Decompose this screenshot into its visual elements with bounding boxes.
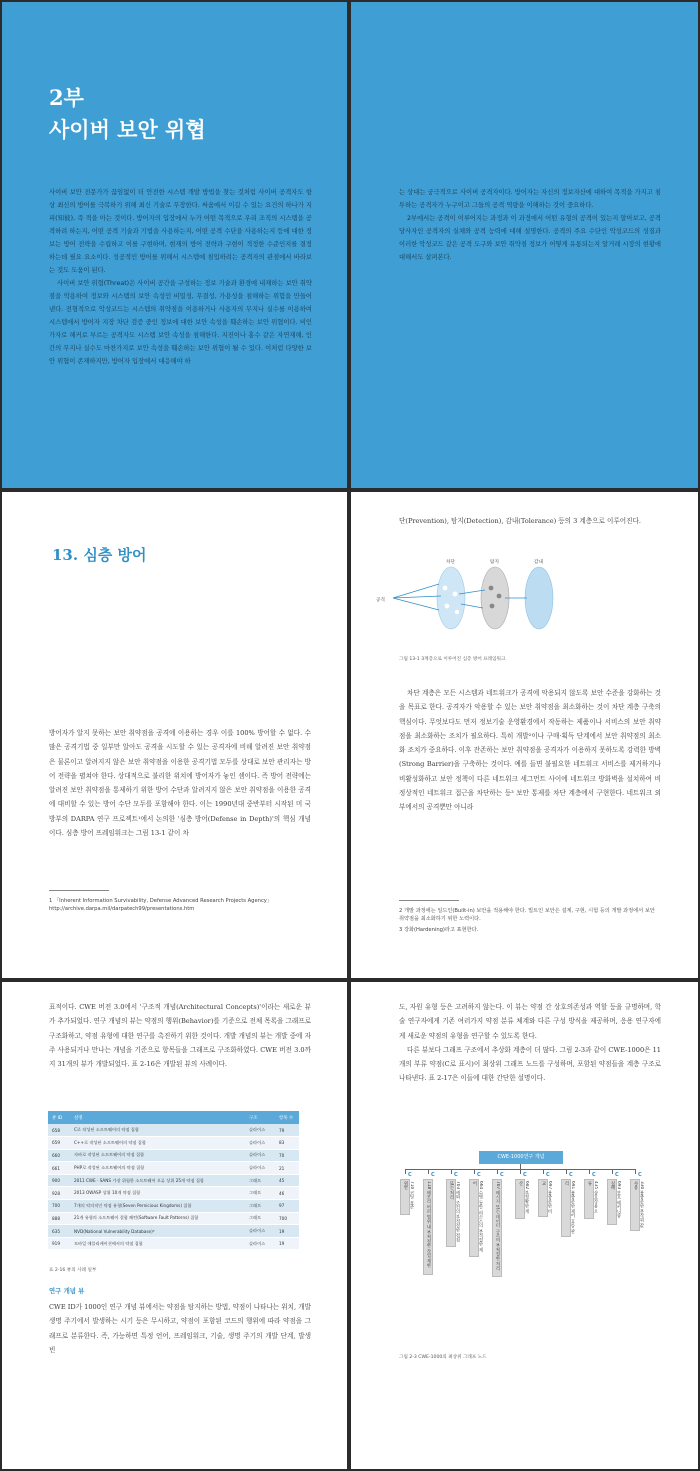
graph-connector: [451, 1169, 452, 1174]
table-cell: 그래프: [245, 1212, 275, 1225]
table-cell: 19: [275, 1237, 299, 1250]
body-paragraph: 2부에서는 공격이 이루어지는 과정과 이 과정에서 어떤 유형의 공격이 있는지 알아보고, 공격 당사자인 공격자의 실체와 공격 능력에 대해 설명한다. 공격의 주요 수단인 악성코드의 성질과 이러한 악성코드 같은 공격 도구와 보안 취약점 정보가 어떻게 유통되는지 알거래 시장의 현황에 대해서도 살펴본다.: [399, 215, 661, 261]
chapter-right-intro: [399, 514, 661, 528]
tolerance-disc: [525, 567, 553, 629]
body-paragraph: 차단 계층은 모든 시스템과 네트워크가 공격에 악용되지 않도록 보안 수준을 강화하는 것을 목표로 한다. 공격자가 악용할 수 있는 보안 취약점을 최소화하는 것이 차단 계층 구축의 핵심이다. 무엇보다도 먼저 정보기술 운영환경에서 작동하는 제품이나 서비스의 보안 취약점을 최소화하는 조치가 필요하다. 특히 개발²이나 구매·획득 단계에서 보안 취약점의 최소화 조치가 중요하다. 이후 잔존하는 보안 취약점을 공격자가 이용하지 못하도록 강력한 방벽(Strong Barrier)을 구축하는 것이다. 예를 들면 불필요한 네트워크 서비스를 제거하거나 비활성화하고 보안 정책이 다른 네트워크 세그먼트 사이에 네트워크 방화벽을 설치하여 비정상적인 네트워크 접근을 차단하는 등³ 보안 통제를 차단 계층에서 구현한다. 네트워크 외부에서의 공격뿐만 아니라: [399, 689, 661, 812]
table-caption: 표 2-16 뷰의 사례 일부: [49, 1268, 97, 1273]
table-row: [48, 1187, 299, 1200]
table-cell: 모바일 애플리케이션에서의 약점 집합: [70, 1237, 245, 1250]
graph-node-label: 682 부정확한 계산: [518, 1181, 529, 1214]
class-badge: C: [592, 1172, 596, 1178]
table-cell: 19: [275, 1225, 299, 1238]
table-cell: 635: [48, 1225, 70, 1238]
table-row: [48, 1137, 299, 1150]
graph-connector: [520, 1169, 521, 1174]
table-cell: 그래프: [245, 1187, 275, 1200]
table-cell: 659: [48, 1137, 70, 1150]
footnote: 3 강화(Hardening)라고 표현한다.: [399, 927, 479, 933]
part-title: 사이버 보안 위협: [49, 117, 206, 142]
class-badge: C: [569, 1172, 573, 1178]
table-cell: 83: [275, 1137, 299, 1150]
body-paragraph: 단(Prevention), 탐지(Detection), 감내(Tolerance) 등의 3 계층으로 이루어진다.: [399, 517, 641, 525]
class-badge: C: [523, 1172, 527, 1178]
class-badge: C: [477, 1172, 481, 1178]
table-row: [48, 1212, 299, 1225]
table-cell: 46: [275, 1187, 299, 1200]
footnote-area: [49, 890, 311, 913]
table-cell: 슬라이스: [245, 1237, 275, 1250]
table-cell: 79: [275, 1124, 299, 1137]
figure-caption: 그림 13-1 3계층으로 이루어진 심층 방어 프레임워크: [399, 657, 506, 662]
table-header: 설명: [70, 1111, 245, 1124]
part-page-left: [2, 2, 347, 488]
part-number: 2부: [49, 85, 84, 110]
table-cell: 슬라이스: [245, 1137, 275, 1150]
detection-disc: [481, 567, 509, 629]
footnote-divider: [49, 890, 109, 891]
chapter-page-left: [2, 492, 347, 978]
graph-node-label: 330 불충분한 무작위 값 사용: [633, 1181, 644, 1228]
table-cell: 888: [48, 1212, 70, 1225]
graph-connector: [635, 1169, 636, 1174]
defense-in-depth-figure: [371, 554, 571, 634]
section-subheading: 연구 개념 뷰: [49, 1287, 85, 1295]
class-badge: C: [546, 1172, 550, 1178]
graph-node-label: 693 보호 메커니즘 실패: [610, 1181, 621, 1218]
table-header: 구조: [245, 1111, 275, 1124]
chapter-left-body: [49, 726, 311, 840]
figure-label-attack: 공격: [376, 598, 385, 603]
graph-connector: [589, 1169, 590, 1174]
class-badge: C: [638, 1172, 642, 1178]
class-badge: C: [500, 1172, 504, 1178]
table-header: 뷰 ID: [48, 1111, 70, 1124]
footnote: 1 「Inherent Information Survivability, Defense Advanced Research Projects Agency」 http://archive.darpa.mil/darpatech99/presentations.htm: [49, 898, 273, 912]
graph-connector: [405, 1169, 406, 1174]
graph-connector: [428, 1169, 429, 1174]
table-cell: 슬라이스: [245, 1124, 275, 1137]
part-left-body: [49, 186, 312, 368]
table-cell: 7개의 악의적인 약점 유형(Seven Pernicious Kingdoms) 집합: [70, 1200, 245, 1213]
graph-node-label: 697 불충분한 비교: [541, 1181, 552, 1214]
table-cell: 그래프: [245, 1200, 275, 1213]
table-row: [48, 1162, 299, 1175]
graph-node-label: 118 메모리 버퍼 범위 내 부적절한 작업 제한: [426, 1181, 431, 1268]
body-paragraph: 방어자가 알지 못하는 보안 취약점을 공격에 이용하는 경우 이를 100% 방어할 수 없다. 수많은 공격기법 중 일부만 알아도 공격을 시도할 수 있는 공격자에 비해 알려진 보안 취약점은 물론이고 알려지지 않은 보안 취약점을 이용한 공격기법 모두를 상대로 보안 관리자는 방어 전략을 펼쳐야 한다. 상대적으로 불리한 위치에 방어자가 놓인 셈이다. 즉 방어 전략에는 알려진 보안 취약점을 통제하기 위한 방어 수단과 알려지지 않은 보안 취약점을 이용한 공격에 대비할 수 있는 방어 수단 모두를 포함해야 한다. 이는 1990년대 중반부터 시작된 미 국방부의 DARPA 연구 프로젝트¹에서 논의한 '심층 방어(Defense in Depth)'의 핵심 개념이다. 심층 방어 프레임워크는 그림 13-1 같이 차: [49, 729, 311, 838]
graph-node-label: 710 코딩 표준 위반: [403, 1181, 414, 1210]
table-cell: 45: [275, 1174, 299, 1187]
table-cell: C++로 작성된 소프트웨어의 약점 집합: [70, 1137, 245, 1150]
prevention-disc: [437, 567, 465, 629]
class-badge: C: [454, 1172, 458, 1178]
footnote-area: [399, 900, 661, 934]
part-page-right: [351, 2, 698, 488]
table-cell: 그래프: [245, 1174, 275, 1187]
table-cell: 슬라이스: [245, 1162, 275, 1175]
class-badge: C: [615, 1172, 619, 1178]
table-row: [48, 1174, 299, 1187]
figure-label-detection: 탐지: [490, 560, 499, 565]
table-cell: 자바로 작성된 소프트웨어의 약점 집합: [70, 1149, 245, 1162]
figure-label-prevention: 차단: [446, 560, 455, 565]
table-cell: 700: [275, 1212, 299, 1225]
graph-node-label: 707 메시지 또는 데이터 구조의 부적절한 처리: [495, 1181, 500, 1271]
cwe-left-body: [49, 1300, 311, 1357]
table-cell: C로 작성된 소프트웨어의 약점 집합: [70, 1124, 245, 1137]
graph-connector: [566, 1169, 567, 1174]
body-paragraph: 다른 뷰보다 그래프 구조에서 추상화 계층이 더 많다. 그림 2-3과 같이 CWE-1000은 11개의 부류 약점(C로 표시)이 최상위 그래프 노드를 구성하며, 포함된 약점들을 계층 구조로 나타낸다. 표 2-17은 이들에 대한 간단한 설명이다.: [399, 1045, 661, 1083]
part-heading: [49, 82, 206, 146]
figure-label-tolerance: 감내: [534, 560, 543, 565]
body-paragraph: 사이버 보안 전문가가 끊임없이 더 안전한 시스템 개발 방법을 찾는 것처럼 사이버 공격자도 항상 최신의 방어를 극복하기 위해 최신 기술로 무장한다. 싸움에서 이길 수 있는 요건의 하나가 지피(知彼), 즉 적을 아는 것이다. 방어자의 입장에서 누가 어떤 목적으로 우리 조직의 시스템을 공격하려 하는지, 어떤 공격 기술과 기법을 사용하는지, 어떤 공격 수단을 사용하는지 등에 대한 정보는 방어 전략을 수립하고 이를 구현하며, 현재의 방어 전략과 구현이 적정한 수준인지를 결정하는데 필요 요소이다. 성공적인 방어를 위해서 시스템에 침입하려는 공격자의 관점에서 바라보는 것도 도움이 된다.: [49, 189, 312, 274]
table-header-row: [48, 1111, 299, 1124]
chapter-page-right: [351, 492, 698, 978]
table-cell: 2013 OWASP 상위 10개 약점 집합: [70, 1187, 245, 1200]
class-badge: C: [431, 1172, 435, 1178]
table-cell: 658: [48, 1124, 70, 1137]
graph-connector: [497, 1169, 498, 1174]
graph-node-label: 664 수명 동안 리소스의 부적절한 제어: [472, 1181, 483, 1252]
graph-node-label: 691 불충분한 제어 흐름 관리: [564, 1181, 575, 1234]
table-cell: 660: [48, 1149, 70, 1162]
table-header: 항목 수: [275, 1111, 299, 1124]
table-cell: 21: [275, 1162, 299, 1175]
graph-connector: [543, 1169, 544, 1174]
table-row: [48, 1200, 299, 1213]
table-cell: 슬라이스: [245, 1225, 275, 1238]
body-paragraph: CWE ID가 1000인 연구 개념 뷰에서는 약점을 탐지하는 방법, 약점이 나타나는 위치, 개발 생명 주기에서 발생하는 시기 등은 무시하고, 약점이 포함된 코드의 행위에 따라 약점을 그래프로 분류한다. 즉, 가능하면 특정 언어, 프레임워크, 기술, 생명 주기의 개발 단계, 발생 빈: [49, 1303, 311, 1354]
table-cell: 2011 CWE · SANS 가장 위험한 소프트웨어 오류 상위 25개 약점 집합: [70, 1174, 245, 1187]
table-cell: PHP로 작성된 소프트웨어의 약점 집합: [70, 1162, 245, 1175]
table-cell: 900: [48, 1174, 70, 1187]
body-paragraph: 도, 자원 유형 등은 고려하지 않는다. 이 뷰는 약점 간 상호의존성과 역할 등을 규명하며, 학술 연구자에게 기존 여러가지 약점 분류 체계와 다른 구성 방식을 제공하며, 응용 연구자에게 새로운 약점의 유형을 연구할 수 있도록 한다.: [399, 1003, 661, 1040]
cwe-page-left: [2, 982, 347, 1469]
table-cell: 21개 유형의 소프트웨어 결함 패턴(Software Fault Patterns) 집합: [70, 1212, 245, 1225]
cwe-graph-root: [479, 1151, 563, 1164]
table-cell: 97: [275, 1200, 299, 1213]
cwe-left-intro: [49, 1000, 311, 1071]
chapter-right-body: [399, 686, 661, 815]
table-cell: 928: [48, 1187, 70, 1200]
footnote: 2 개발 과정에는 일드인(Built-in) 보안을 적용해야 한다. 빌트인 보안은 설계, 구현, 시험 등의 개발 과정에서 보안 취약점을 최소화하기 위한 노력이다.: [399, 908, 655, 922]
table-cell: 700: [48, 1200, 70, 1213]
table-cell: 슬라이스: [245, 1149, 275, 1162]
part-right-body: [399, 186, 661, 264]
figure-caption: 그림 2-3 CWE-1000의 최상위 그래프 노드: [399, 1355, 487, 1360]
table-cell: NVD(National Vulnerability Database)⁸: [70, 1225, 245, 1238]
cwe-page-right: [351, 982, 698, 1469]
graph-connector: [474, 1169, 475, 1174]
graph-node-label: 703 예외 조건의 부적절한 점검 또는 처리: [449, 1181, 460, 1242]
cwe-graph: [351, 982, 698, 1469]
table-row: [48, 1225, 299, 1238]
table-row: [48, 1124, 299, 1137]
body-paragraph: 는 상대는 궁극적으로 사이버 공격자이다. 방어자는 자신의 정보자산에 대하여 목적을 가지고 침투하는 공격자가 누구이고 그들의 공격 역량을 이해하는 것이 중요하다.: [399, 189, 661, 209]
table-row: [48, 1149, 299, 1162]
table-row: [48, 1237, 299, 1250]
cwe-root-label: CWE-1000연구 개념: [497, 1154, 545, 1160]
graph-connector: [612, 1169, 613, 1174]
graph-node-label: 435 상호작용 오류: [587, 1181, 598, 1214]
table-cell: 919: [48, 1237, 70, 1250]
body-paragraph: 표적이다. CWE 버전 3.0에서 '구조적 개념(Architectural Concepts)'이라는 새로운 뷰가 추가되었다. 연구 개념의 뷰는 약점의 행위(Behavior)를 기준으로 전체 목록을 그래프로 구조화하고, 약점 유형에 대한 연구를 촉진하기 위한 것이다. 개발 개념의 뷰는 개발 중에 자주 사용되거나 만나는 개념을 기준으로 항목들을 그래프로 구조화하였다. CWE 버전 3.0까지 31개의 뷰가 개발되었다. 표 2-16은 개발된 뷰의 사례이다.: [49, 1003, 311, 1069]
class-badge: C: [408, 1172, 412, 1178]
chapter-title: 13. 심층 방어: [52, 546, 147, 564]
table-cell: 70: [275, 1149, 299, 1162]
table-cell: 661: [48, 1162, 70, 1175]
footnote-divider: [399, 900, 459, 901]
body-paragraph: 사이버 보안 위협(Threat)은 사이버 공간을 구성하는 정보 기술과 환경에 내재하는 보안 취약점을 악용하여 정보와 시스템의 보안 속성인 비밀성, 무결성, 가용성을 침해하는 위험을 만들어낸다. 전형적으로 악성코드는 시스템의 취약점을 이용하거나 사용자의 무지나 실수를 이용하여 시스템에서 방어자 지장 차단 검증 중인 정보에 대한 보안 속성을 훼손하는 보안 위협이다. 비인가자로 해커로 부르는 공격자도 시스템 보안 속성을 침해한다. 지진이나 홍수 같은 자연재해, 인간의 무지나 실수도 마찬가지로 보안 속성을 훼손하는 보안 위협이 될 수 있다. 이처럼 다양한 보안 위협이 존재하지만, 방어자 입장에서 대응해야 하: [49, 280, 312, 365]
cwe-view-table: [48, 1111, 299, 1250]
